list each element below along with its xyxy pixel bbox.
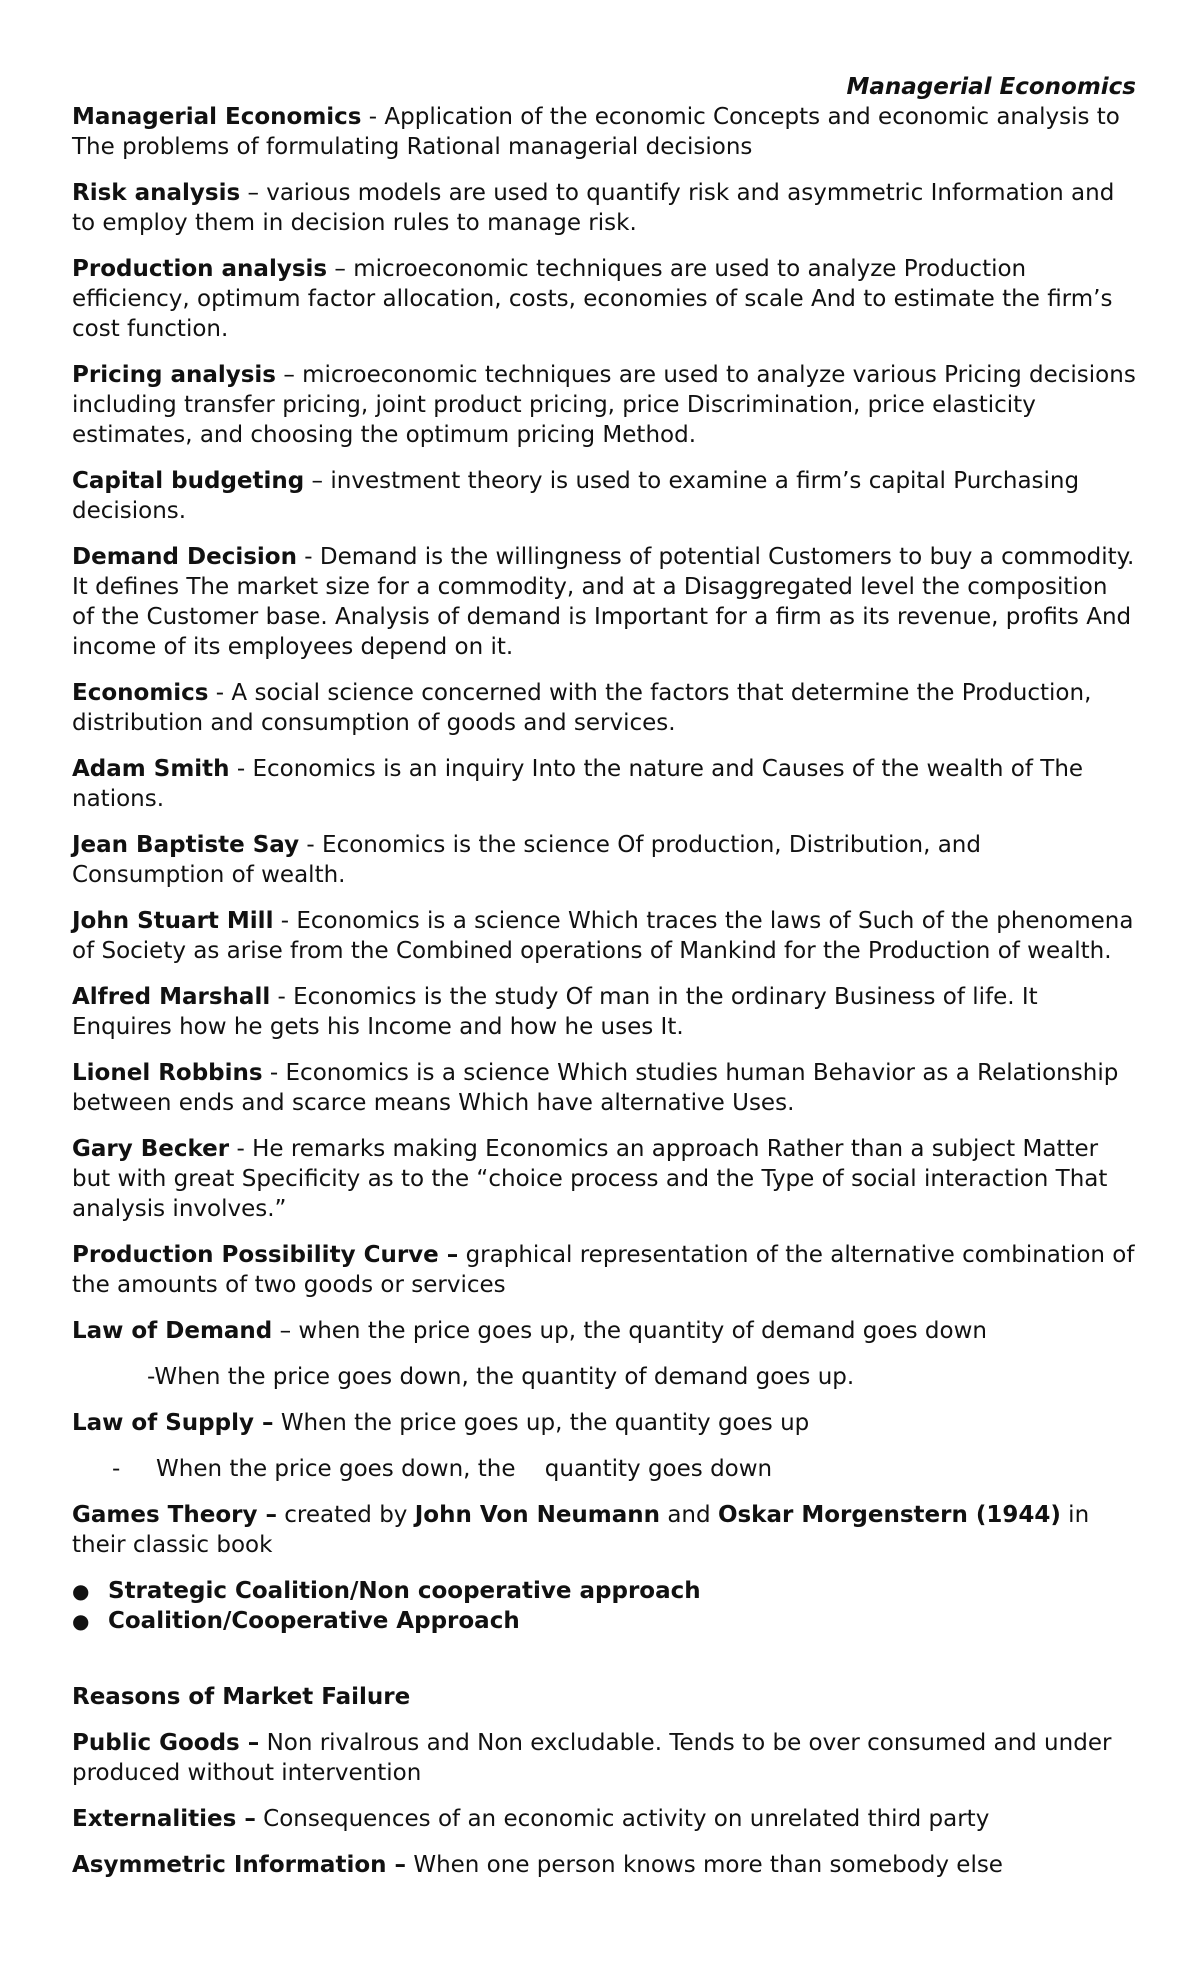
term: Alfred Marshall: [72, 984, 271, 1010]
definition-text: microeconomic techniques are used to analyze various Pricing decisions including transfer pricing, joint product pricing, price Discrimination, price elasticity estimates, and choosing the optimum pricing Method.: [72, 362, 1136, 448]
term: Law of Supply –: [72, 1410, 274, 1436]
definition-text: He remarks making Economics an approach Rather than a subject Matter but with great Specificity as to the “choice process and the Type of social interaction That analysis involves.”: [72, 1136, 1108, 1222]
term: Gary Becker: [72, 1136, 230, 1162]
term: Law of Demand: [72, 1318, 273, 1344]
definition-externalities: [72, 1804, 1136, 1834]
term: Production analysis: [72, 256, 328, 282]
definition-text: Consequences of an economic activity on unrelated third party: [263, 1806, 990, 1832]
definition-economics: Economics - A social science concerned with the factors that determine the Production, distribution and consumption of goods and services.: [72, 680, 1092, 736]
term: Asymmetric Information –: [72, 1852, 407, 1878]
definition-text: When one person knows more than somebody else: [413, 1852, 1003, 1878]
definition-text: When the price goes up, the quantity goes up: [280, 1410, 810, 1436]
definition-text: Economics is the study Of man in the ordinary Business of life. It Enquires how he gets his Income and how he uses It.: [72, 984, 1038, 1040]
term: Managerial Economics: [72, 104, 362, 130]
definition-text: Economics is a science Which traces the laws of Such of the phenomena of Society as arise from the Combined operations of Mankind for the Production of wealth.: [72, 908, 1134, 964]
definition-adam-smith: Adam Smith - Economics is an inquiry Into the nature and Causes of the wealth of The nations.: [72, 756, 1084, 812]
definition-demand-decision: Demand Decision - Demand is the willingness of potential Customers to buy a commodity. It defines The market size for a commodity, and at a Disaggregated level the composition of the Customer base. Analysis of demand is Important for a firm as its revenue, profits And income of its employees depend on it.: [72, 544, 1135, 660]
term: John Stuart Mill: [72, 908, 274, 934]
term: Demand Decision: [72, 544, 297, 570]
definition-gary-becker: Gary Becker - He remarks making Economics an approach Rather than a subject Matter but with great Specificity as to the “choice process and the Type of social interaction That analysis involves.”: [72, 1136, 1108, 1222]
running-header: Managerial Economics: [846, 74, 1136, 100]
definition-text: Economics is an inquiry Into the nature and Causes of the wealth of The nations.: [72, 756, 1084, 812]
definition-law-of-demand: Law of Demand – when the price goes up, the quantity of demand goes down: [72, 1318, 987, 1344]
term: Jean Baptiste Say: [72, 832, 300, 858]
definition-text: microeconomic techniques are used to analyze Production efficiency, optimum factor allocation, costs, economies of scale And to estimate the firm’s cost function.: [72, 256, 1113, 342]
term: Games Theory –: [72, 1502, 277, 1528]
definition-managerial-economics: Managerial Economics - Application of the economic Concepts and economic analysis to The problems of formulating Rational managerial decisions: [72, 104, 1120, 160]
author-name: John Von Neumann: [414, 1502, 661, 1528]
bullet-icon: ●: [72, 1579, 90, 1603]
games-theory-approaches-list: [72, 1576, 1136, 1636]
term: Adam Smith: [72, 756, 230, 782]
definition-john-stuart-mill: John Stuart Mill - Economics is a science Which traces the laws of Such of the phenomena of Society as arise from the Combined operations of Mankind for the Production of wealth.: [72, 908, 1134, 964]
definition-text: Economics is a science Which studies human Behavior as a Relationship between ends and scarce means Which have alternative Uses.: [72, 1060, 1119, 1116]
definition-risk-analysis: Risk analysis – various models are used to quantify risk and asymmetric Information and to employ them in decision rules to manage risk.: [72, 180, 1115, 236]
definition-games-theory: Games Theory – created by John Von Neumann and Oskar Morgenstern (1944) in their classic book: [72, 1502, 1090, 1558]
definition-pricing-analysis: Pricing analysis – microeconomic techniques are used to analyze various Pricing decisions including transfer pricing, joint product pricing, price Discrimination, price elasticity estimates, and choosing the optimum pricing Method.: [72, 362, 1136, 448]
definition-text: Application of the economic Concepts and economic analysis to The problems of formulating Rational managerial decisions: [72, 104, 1120, 160]
definition-production-possibility-curve: [72, 1240, 1136, 1300]
list-item: ● Coalition/Cooperative Approach: [72, 1608, 520, 1634]
law-of-supply-second-line: - When the price goes down, the quantity goes down: [112, 1456, 773, 1482]
definition-lionel-robbins: Lionel Robbins - Economics is a science Which studies human Behavior as a Relationship between ends and scarce means Which have alternative Uses.: [72, 1060, 1119, 1116]
definition-text: Non rivalrous and Non excludable. Tends to be over consumed and under produced without intervention: [72, 1730, 1112, 1786]
bullet-icon: ●: [72, 1609, 90, 1633]
definition-text: Economics is the science Of production, Distribution, and Consumption of wealth.: [72, 832, 981, 888]
term: Production Possibility Curve –: [72, 1242, 459, 1268]
term: Pricing analysis: [72, 362, 277, 388]
definition-text: graphical representation of the alternative combination of the amounts of two goods or services: [72, 1242, 1135, 1298]
term: Economics: [72, 680, 209, 706]
term: Risk analysis: [72, 180, 241, 206]
term: Externalities –: [72, 1806, 256, 1832]
definition-production-analysis: Production analysis – microeconomic techniques are used to analyze Production efficiency, optimum factor allocation, costs, economies of scale And to estimate the firm’s cost function.: [72, 256, 1113, 342]
list-item: ● Strategic Coalition/Non cooperative approach: [72, 1578, 701, 1604]
definition-text: A social science concerned with the factors that determine the Production, distribution and consumption of goods and services.: [72, 680, 1092, 736]
term: Lionel Robbins: [72, 1060, 263, 1086]
term: Capital budgeting: [72, 468, 305, 494]
definition-text: Demand is the willingness of potential Customers to buy a commodity. It defines The market size for a commodity, and at a Disaggregated level the composition of the Customer base. Analysis of demand is Important for a firm as its revenue, profits And income of its employees depend on it.: [72, 544, 1135, 660]
definition-asymmetric-information: [72, 1850, 1136, 1880]
definition-jean-baptiste-say: Jean Baptiste Say - Economics is the science Of production, Distribution, and Consumption of wealth.: [72, 832, 981, 888]
definition-text: investment theory is used to examine a firm’s capital Purchasing decisions.: [72, 468, 1080, 524]
definition-law-of-supply: [72, 1408, 1136, 1438]
definition-public-goods: [72, 1728, 1136, 1788]
law-of-demand-second-line: -When the price goes down, the quantity of demand goes up.: [147, 1364, 855, 1390]
section-heading-market-failure: Reasons of Market Failure: [72, 1684, 411, 1710]
definition-text: when the price goes up, the quantity of demand goes down: [298, 1318, 987, 1344]
author-name: Oskar Morgenstern (1944): [717, 1502, 1061, 1528]
term: Public Goods –: [72, 1730, 260, 1756]
dash-marker: -: [112, 1456, 121, 1482]
definition-alfred-marshall: Alfred Marshall - Economics is the study Of man in the ordinary Business of life. It Enquires how he gets his Income and how he uses It.: [72, 984, 1038, 1040]
definition-capital-budgeting: Capital budgeting – investment theory is used to examine a firm’s capital Purchasing decisions.: [72, 468, 1080, 524]
definition-text: various models are used to quantify risk and asymmetric Information and to employ them in decision rules to manage risk.: [72, 180, 1115, 236]
